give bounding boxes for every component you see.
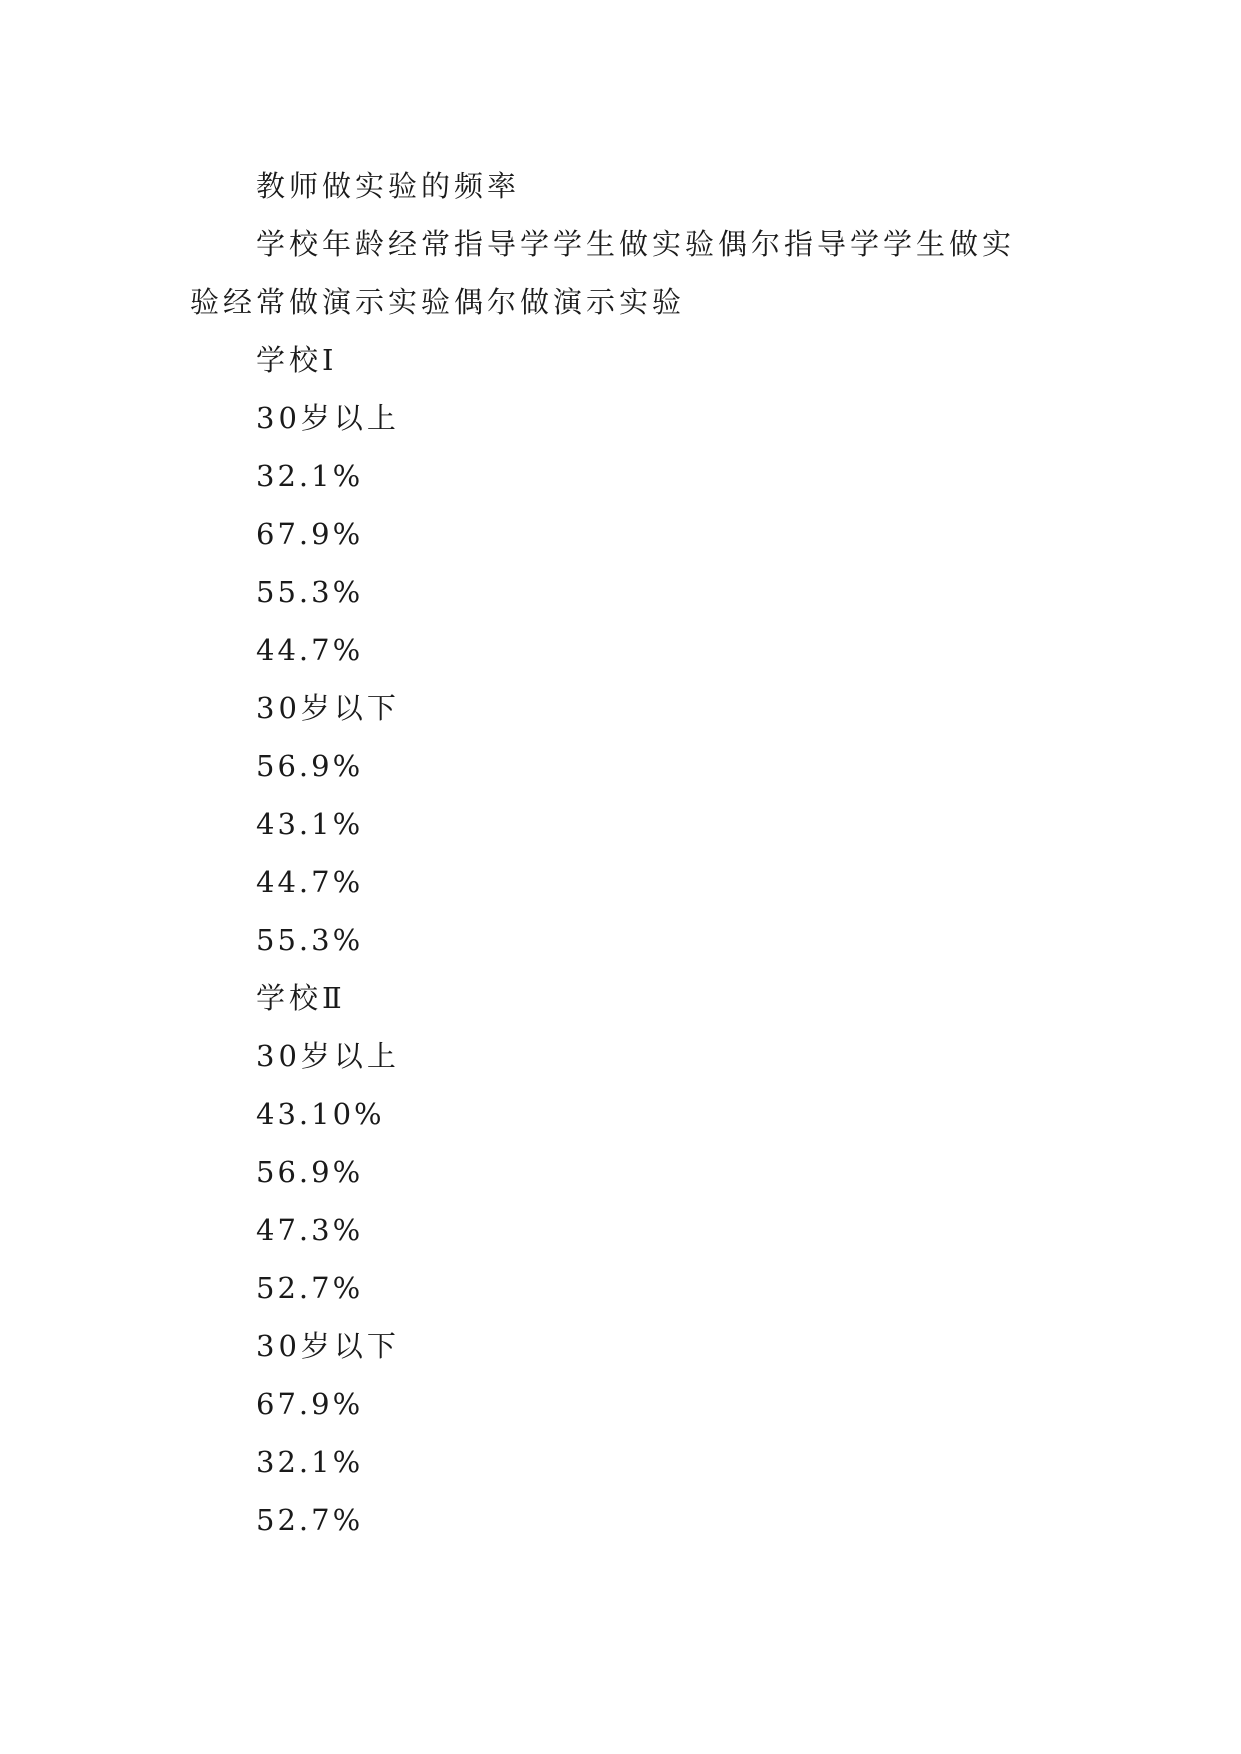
percentage-value: 67.9% xyxy=(256,517,364,551)
percentage-value: 44.7% xyxy=(256,865,364,899)
percentage-value: 43.10% xyxy=(256,1097,385,1131)
percentage-value: 55.3% xyxy=(256,923,364,957)
percentage-value: 55.3% xyxy=(256,575,364,609)
age-group-label: 30岁以上 xyxy=(256,1039,400,1073)
percentage-value: 52.7% xyxy=(256,1271,364,1305)
age-group-label: 30岁以下 xyxy=(256,1329,400,1363)
percentage-value: 32.1% xyxy=(256,1445,364,1479)
percentage-value: 56.9% xyxy=(256,1155,364,1189)
school-label: 学校Ⅰ xyxy=(256,343,338,377)
age-group-label: 30岁以上 xyxy=(256,401,400,435)
percentage-value: 56.9% xyxy=(256,749,364,783)
percentage-value: 44.7% xyxy=(256,633,364,667)
school-label: 学校Ⅱ xyxy=(256,981,346,1015)
percentage-value: 43.1% xyxy=(256,807,364,841)
age-group-label: 30岁以下 xyxy=(256,691,400,725)
table-header-line-1: 学校年龄经常指导学学生做实验偶尔指导学学生做实 xyxy=(256,227,1016,261)
percentage-value: 67.9% xyxy=(256,1387,364,1421)
table-title: 教师做实验的频率 xyxy=(256,169,521,203)
percentage-value: 52.7% xyxy=(256,1503,364,1537)
percentage-value: 32.1% xyxy=(256,459,364,493)
percentage-value: 47.3% xyxy=(256,1213,364,1247)
table-header-line-2: 验经常做演示实验偶尔做演示实验 xyxy=(190,285,686,319)
